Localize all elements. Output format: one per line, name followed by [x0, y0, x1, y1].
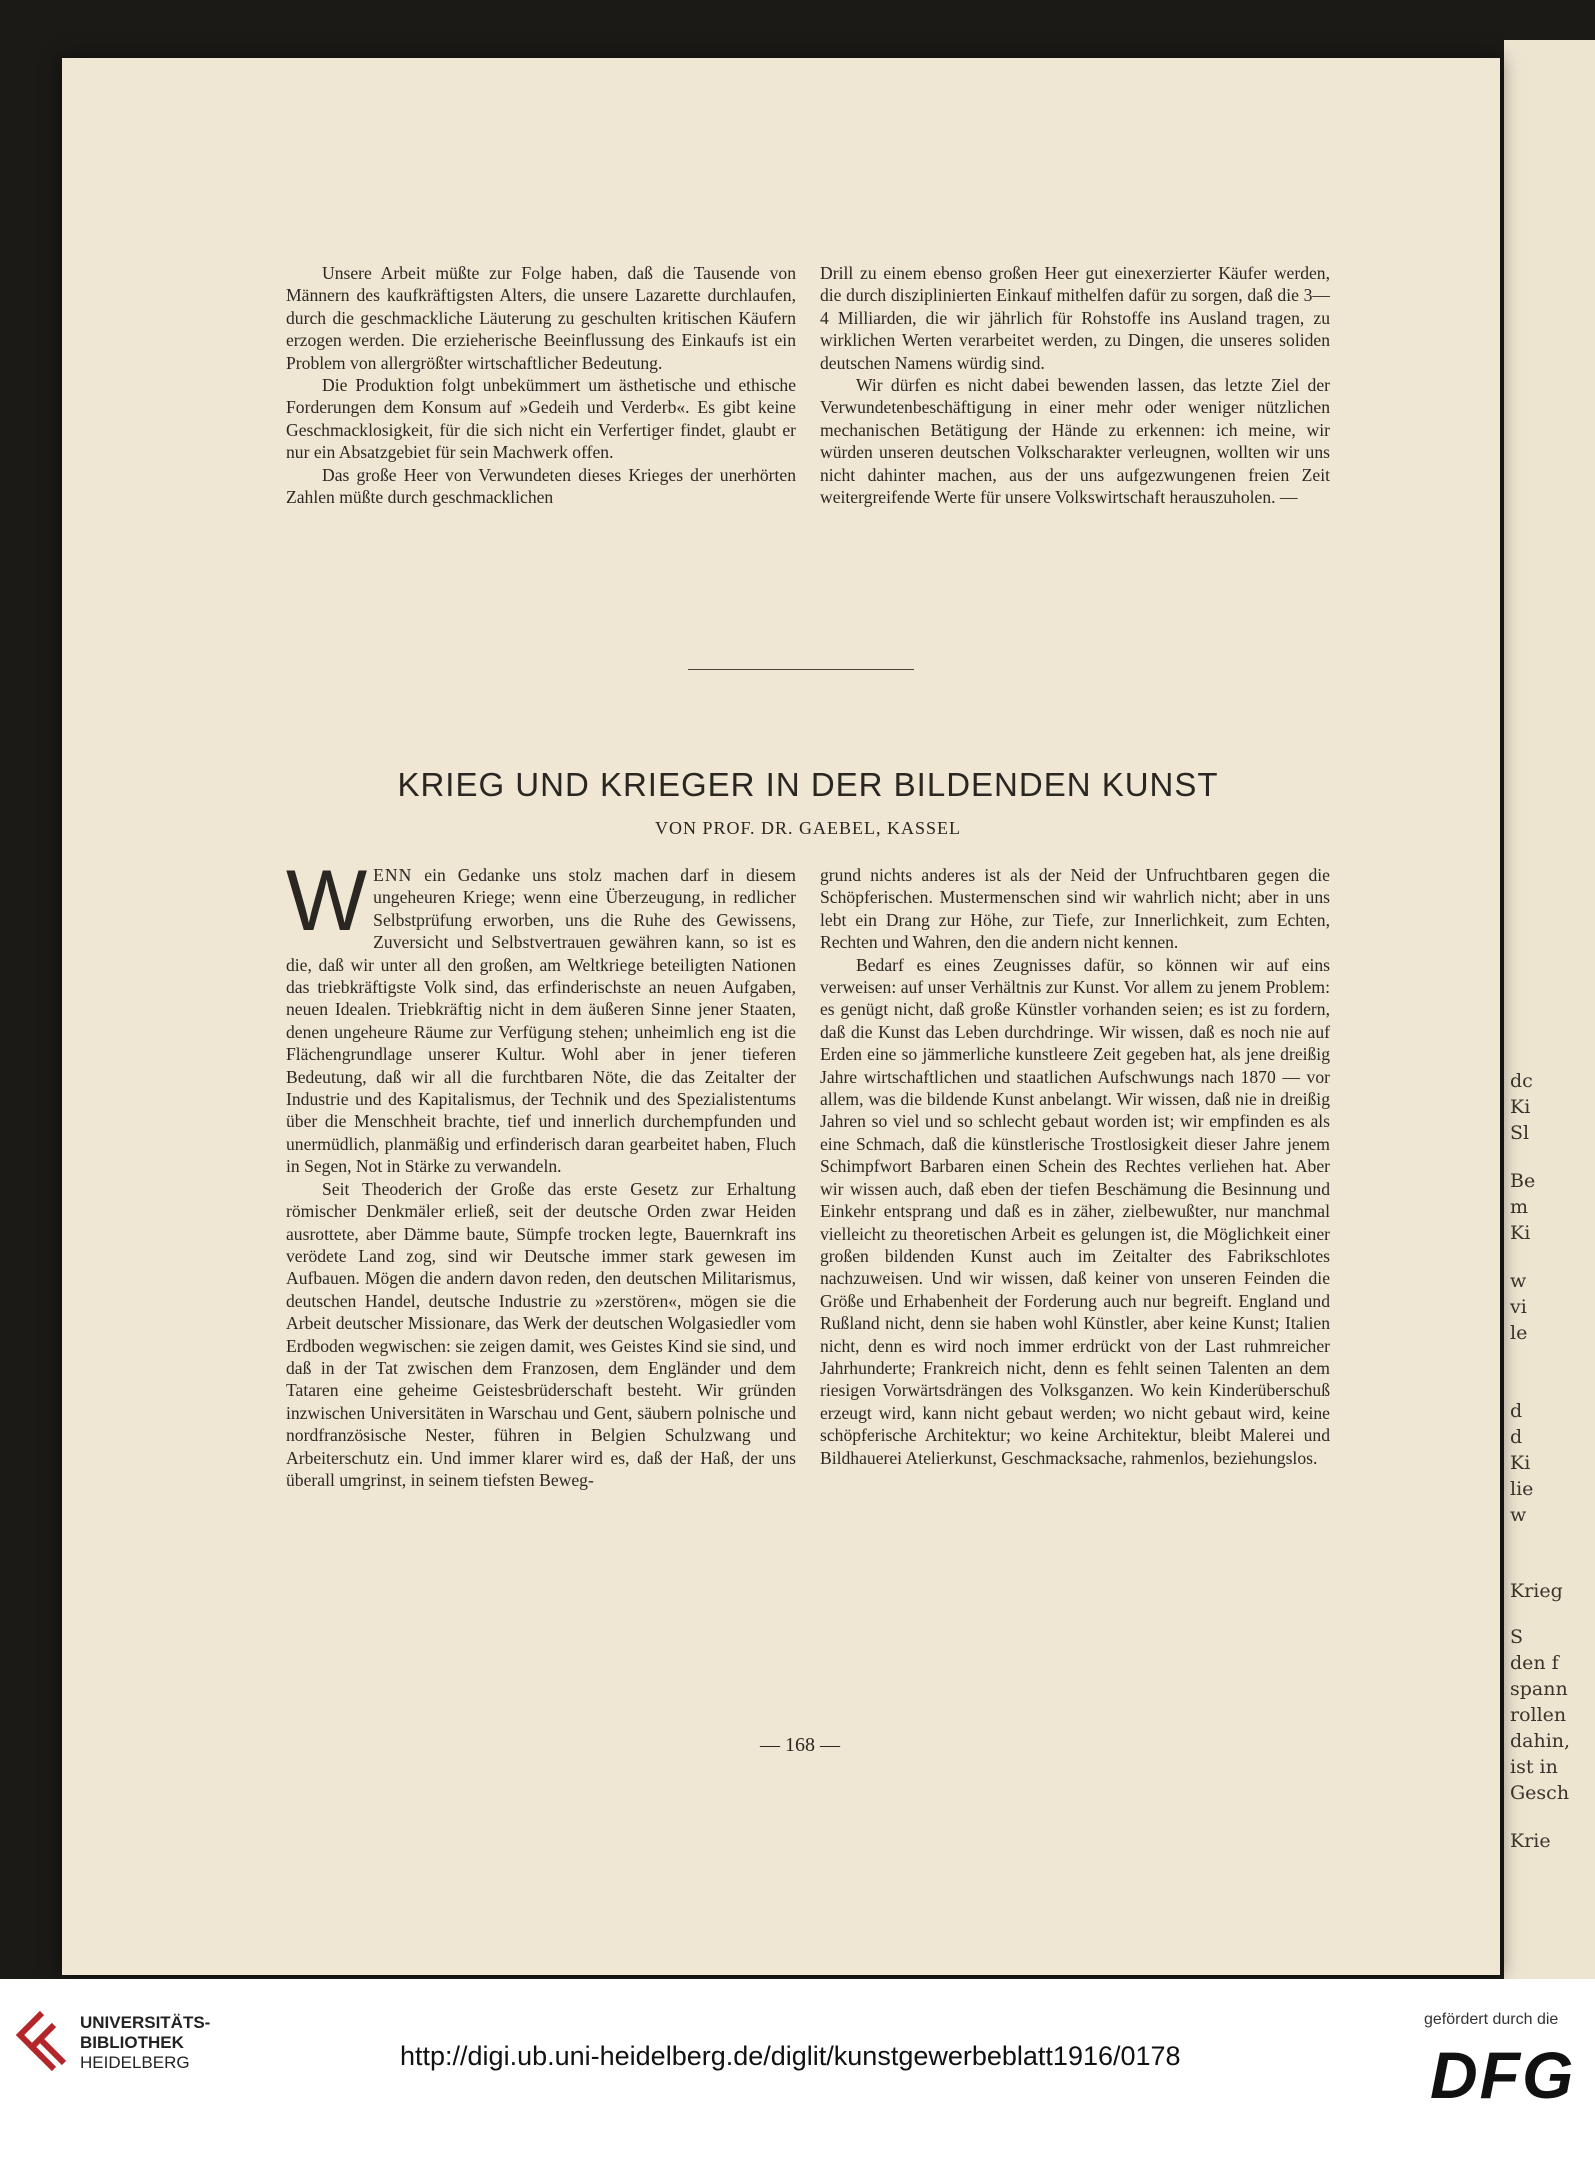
- adjacent-page-fragment: m: [1510, 1196, 1529, 1218]
- adjacent-page-fragment: Sl: [1510, 1122, 1530, 1144]
- adjacent-page-fragment: dahin,: [1510, 1730, 1571, 1752]
- first-paragraph: [286, 853, 796, 1178]
- article-title: KRIEG UND KRIEGER IN DER BILDENDEN KUNST: [397, 766, 1219, 803]
- adjacent-page-fragment: rollen: [1510, 1704, 1567, 1726]
- adjacent-page-fragment: Krie: [1510, 1830, 1551, 1852]
- paragraph: Wir dürfen es nicht dabei bewenden lassen, das letzte Ziel der Verwundetenbeschäftigung in einer mehr oder weniger nützlichen mechanischen Betätigung der Hände zu erkennen: ich meine, wir würden unseren deutschen Volkscharakter verleugnen, wollten wir uns nicht dahinter machen, aus der uns aufgezwungenen freien Zeit weitergreifende Werte für unsere Volkswirtschaft herauszuholen. —: [820, 375, 1330, 508]
- paragraph: Die Produktion folgt unbekümmert um ästhetische und ethische Forderungen dem Konsum auf »Gedeih und Verderb«. Es gibt keine Geschmacklosigkeit, für die sich nicht ein Verfertiger findet, glaubt er nur ein Absatzgebiet für sein Machwerk offen.: [286, 375, 796, 463]
- adjacent-page-fragment: d: [1510, 1400, 1523, 1422]
- funding-label: gefördert durch die: [1424, 2011, 1559, 2028]
- article-byline: VON PROF. DR. GAEBEL, KASSEL: [654, 818, 962, 838]
- library-logo-icon: [12, 2007, 72, 2083]
- text-column-top-right: [820, 262, 1330, 508]
- adjacent-page-fragment: ist in: [1510, 1756, 1558, 1778]
- adjacent-page-fragment: w: [1510, 1270, 1527, 1292]
- paragraph: Unsere Arbeit müßte zur Folge haben, daß die Tausende von Männern des kaufkräftigsten Alters, die unsere Lazarette durchlaufen, durch die geschmackliche Läuterung zu geschulten kritischen Käufern erzogen werden. Die erzieherische Beeinflussung des Einkaufs ist ein Problem von allergrößter wirtschaftlicher Bedeutung.: [286, 263, 796, 373]
- first-word-rest: ENN: [373, 865, 413, 885]
- adjacent-page-fragment: Be: [1510, 1170, 1536, 1192]
- drop-cap: W: [286, 853, 368, 949]
- adjacent-page-fragment: Gesch: [1510, 1782, 1570, 1804]
- paragraph: Drill zu einem ebenso großen Heer gut einexerzierter Käufer werden, die durch disziplinierten Einkauf mithelfen dafür zu sorgen, daß die 3—4 Milliarden, die wir jährlich für Rohstoffe ins Ausland tragen, zu wirklichen Werten verarbeitet werden, zu Dingen, die unseres soliden deutschen Namens würdig sind.: [820, 263, 1330, 373]
- library-name-line: HEIDELBERG: [80, 2053, 190, 2072]
- library-name-line: UNIVERSITÄTS-: [80, 2013, 211, 2032]
- first-paragraph-text: ein Gedanke uns stolz machen darf in diesem ungeheuren Kriege; wenn eine Überzeugung, in redlicher Selbstprüfung erworben, uns die Ruhe des Gewissens, Zuversicht und Selbstvertrauen gewähren kann, so ist es die, daß wir unter all den großen, am Weltkriege beteiligten Nationen das triebkräftigste Volk sind, das erfinderischste an neuen Aufgaben, neuen Idealen. Triebkräftig nicht in dem äußeren Sinne jener Staaten, denen ungeheure Räume zur Verfügung stehen; unheimlich eng ist die Flächengrundlage unserer Kultur. Wohl aber in jener tieferen Bedeutung, daß wir all die furchtbaren Nöte, die das Zeitalter der Industrie und des Kapitalismus, der Technik und des Spezialistentums über die Menschheit brachte, tief und innerlich durchempfunden und unermüdlich, planmäßig und erfinderisch daran gearbeitet haben, Fluch in Segen, Not in Stärke zu verwandeln.: [286, 865, 796, 1177]
- text-column-top-left: [286, 262, 796, 508]
- adjacent-page-fragment: spann: [1510, 1678, 1568, 1700]
- paragraph: Das große Heer von Verwundeten dieses Krieges der unerhörten Zahlen müßte durch geschmacklichen: [286, 464, 796, 508]
- viewer-footer: [0, 1979, 1595, 2169]
- library-name[interactable]: [80, 2013, 210, 2073]
- page-number: — 168 —: [760, 1734, 840, 1756]
- adjacent-page-fragment: lie: [1510, 1478, 1534, 1500]
- permalink-url[interactable]: http://digi.ub.uni-heidelberg.de/diglit/kunstgewerbeblatt1916/0178: [400, 2041, 1181, 2071]
- adjacent-page-fragment: le: [1510, 1322, 1528, 1344]
- dfg-logo[interactable]: DFG: [1430, 2038, 1576, 2112]
- adjacent-page-fragment: Ki: [1510, 1452, 1531, 1474]
- adjacent-page-fragment: S: [1510, 1626, 1524, 1648]
- adjacent-page-fragment: d: [1510, 1426, 1523, 1448]
- paragraph: Bedarf es eines Zeugnisses dafür, so können wir auf eins verweisen: auf unser Verhältnis zur Kunst. Vor allem zu jenem Problem: es genügt nicht, daß große Künstler vorhanden seien; es ist zu fordern, daß die Kunst das Leben durchdringe. Wir wissen, daß es noch nie auf Erden eine so jämmerliche kunstleere Zeit gegeben hat, als jene dreißig Jahre wirtschaftlichen und staatlichen Aufschwungs nach 1870 — vor allem, was die bildende Kunst anbelangt. Wir wissen, daß nie in dreißig Jahren so viel und so schlecht gebaut worden ist; wir empfinden es als eine Schmach, daß die künstlerische Trostlosigkeit dieser Jahre jenem Schimpfwort Barbaren einen Schein des Rechtes verliehen hat. Aber wir wissen auch, daß eben der tiefen Beschämung die Besinnung und Einkehr entsprang und daß es in zäher, zielbewußter, nur manchmal vielleicht zu theoretischen Arbeit es gelungen ist, die Möglichkeit einer großen bildenden Kunst auch im Zeitalter des Fabrikschlotes nachzuweisen. Und wir wissen, daß keiner von unseren Feinden die Größe und Erhabenheit der Forderung auch nur begreift. England und Rußland nicht, denn sie haben wohl Künstler, aber keine Kunst; Italien nicht, denn es wird noch immer erdrückt von der Last ruhmreicher Jahrhunderte; Frankreich nicht, denn es fehlt seinen Talenten an dem riesigen Vorwärtsdrängen des Volksganzen. Wo kein Kinderüberschuß erzeugt wird, kann nicht gebaut werden; wo nicht gebaut wird, keine schöpferische Architektur; wo keine Architektur, bleibt Malerei und Bildhauerei Atelierkunst, Geschmacksache, rahmenlos, beziehungslos.: [820, 954, 1330, 1468]
- adjacent-page-fragment: den f: [1510, 1652, 1559, 1674]
- adjacent-page-fragment: Ki: [1510, 1222, 1531, 1244]
- adjacent-page-fragment: Krieg: [1510, 1580, 1563, 1602]
- text-column-bottom-right: [820, 864, 1330, 1469]
- adjacent-page-fragment: w: [1510, 1504, 1527, 1526]
- adjacent-page-fragment: dc: [1510, 1070, 1533, 1092]
- adjacent-page-fragment: Ki: [1510, 1096, 1531, 1118]
- adjacent-page-fragment: vi: [1510, 1296, 1527, 1318]
- section-divider: [688, 669, 914, 670]
- library-name-line: BIBLIOTHEK: [80, 2033, 184, 2052]
- adjacent-page-edge: [1504, 40, 1595, 1980]
- text-column-bottom-left: [286, 853, 796, 1491]
- paragraph: grund nichts anderes ist als der Neid der Unfruchtbaren gegen die Schöpferischen. Mustermenschen sind wir wahrlich nicht; aber in uns lebt ein Drang zur Höhe, zur Tiefe, zur Innerlichkeit, zum Echten, Rechten und Wahren, den die andern nicht kennen.: [820, 865, 1330, 953]
- paragraph: Seit Theoderich der Große das erste Gesetz zur Erhaltung römischer Denkmäler erließ, seit der deutsche Orden zwar Heiden ausrottete, aber Dämme baute, Sümpfe trocken legte, Bauernkraft ins verödete Land zog, sind wir Deutsche immer stark gewesen im Aufbauen. Mögen die andern davon reden, den deutschen Militarismus, deutschen Handel, deutsche Industrie zu »zerstören«, mögen sie die Arbeit deutscher Missionare, das Werk der deutschen Wolgasiedler vom Erdboden wegwischen: sie zeigen damit, wes Geistes Kind sie sind, und daß in der Tat zwischen dem Franzosen, dem Engländer und dem Tataren eine geheime Geistesbrüderschaft besteht. Wir gründen inzwischen Universitäten in Warschau und Gent, säubern polnische und nordfranzösische Nester, führen in Belgien Schulzwang und Arbeiterschutz ein. Und immer klarer wird es, daß der Haß, der uns überall umgrinst, in seinem tiefsten Beweg-: [286, 1178, 796, 1490]
